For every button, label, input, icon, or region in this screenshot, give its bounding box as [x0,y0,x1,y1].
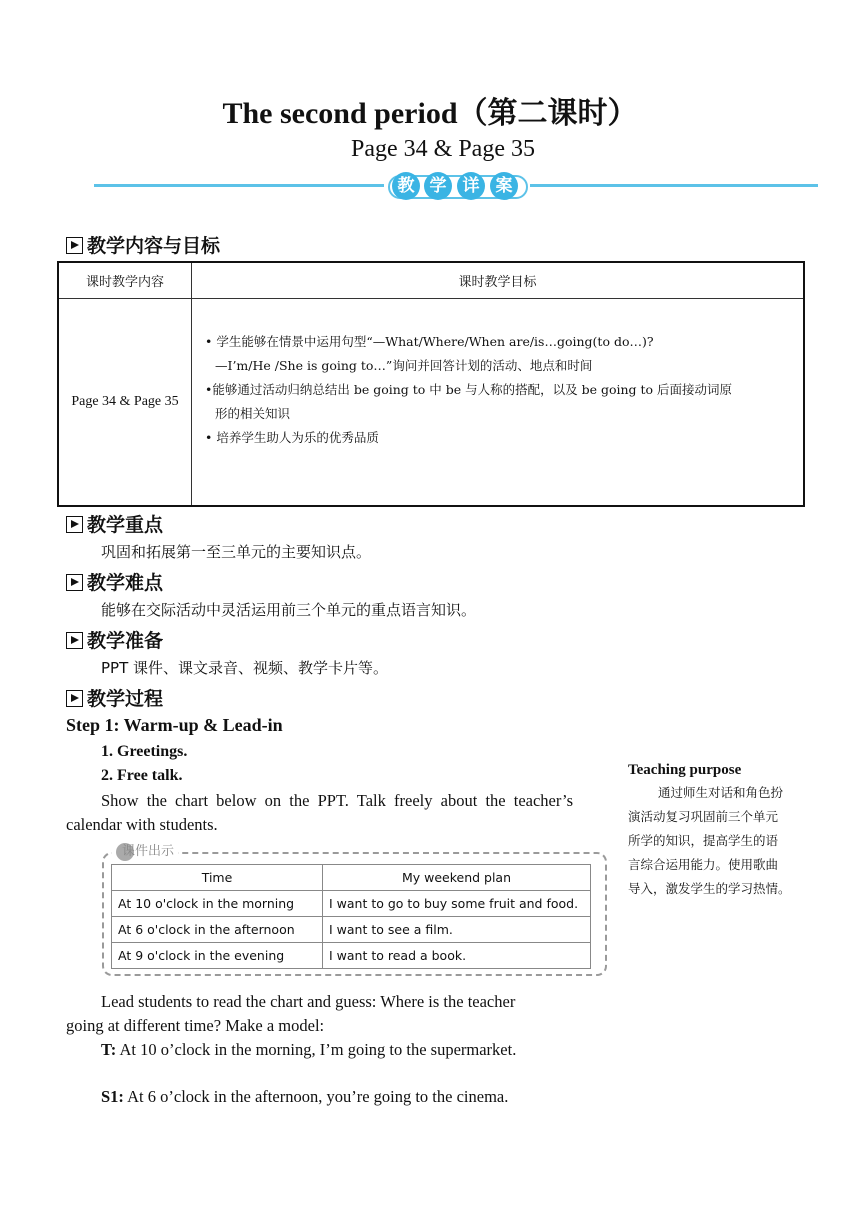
side-note-line: 言综合运用能力。使用歌曲 [628,857,779,872]
dialog-line [101,1040,516,1060]
table-cell: At 6 o'clock in the afternoon [112,917,323,943]
preparation-text: PPT 课件、课文录音、视频、教学卡片等。 [101,659,389,677]
table-cell: At 10 o'clock in the morning [112,891,323,917]
goal-line: 形的相关知识 [215,406,291,421]
table-cell: I want to go to buy some fruit and food. [323,891,591,917]
table-header: Time [112,865,323,891]
teaching-purpose-note [628,762,818,901]
step1-para1-line2: calendar with students. [66,815,218,834]
step1-para2-line1: Lead students to read the chart and guess: Where is the teacher [101,992,516,1011]
play-triangle-icon [66,516,83,533]
step1-para1-line1: Show the chart below on the PPT. Talk freely about the teacher’s [101,791,573,810]
section-heading-difficulties: 教学难点 [66,568,163,595]
weekend-plan-table [111,864,591,969]
play-triangle-icon [66,237,83,254]
dialog-text: At 10 o’clock in the morning, I’m going to the supermarket. [116,1040,517,1059]
play-triangle-icon [66,574,83,591]
dialog-text: At 6 o’clock in the afternoon, you’re going to the cinema. [123,1087,509,1106]
play-triangle-icon [66,632,83,649]
goal-line: •能够通过活动归纳总结出 be going to 中 be 与人称的搭配，以及 be going to 后面接动词原 [205,382,733,397]
section-heading-content-goals: 教学内容与目标 [66,231,220,258]
section-banner [94,172,818,202]
table-row [112,917,591,943]
side-note-line: 演活动复习巩固前三个单元 [628,809,779,824]
page-subtitle: Page 34 & Page 35 [351,136,535,162]
dialog-speaker: S1: [101,1087,124,1106]
goals-col1-header: 课时教学内容 [58,262,192,299]
step1-para2-line2: going at different time? Make a model: [66,1016,325,1035]
goals-col2-header: 课时教学目标 [192,262,805,299]
section-heading-key-points: 教学重点 [66,510,163,537]
step1-item2: 2. Free talk. [101,767,183,784]
table-row [112,943,591,969]
goal-line: • 学生能够在情景中运用句型“—What/Where/When are/is…going(to do…)? [205,334,654,349]
courseware-label: 课件出示 [112,840,178,861]
goal-line: —I’m/He /She is going to…”询问并回答计划的活动、地点和时间 [215,358,593,373]
table-row [112,891,591,917]
play-triangle-icon [66,690,83,707]
dialog-line [101,1087,508,1107]
banner-char: 详 [457,172,485,200]
step1-heading: Step 1: Warm-up & Lead-in [66,715,283,735]
table-cell: I want to see a film. [323,917,591,943]
courseware-box [102,846,607,978]
goal-line: • 培养学生助人为乐的优秀品质 [205,430,379,445]
side-note-title: Teaching purpose [628,762,742,778]
page-title: The second period（第二课时） [222,97,638,130]
goals-table [57,261,805,507]
side-note-line: 导入，激发学生的学习热情。 [628,881,791,896]
table-cell: I want to read a book. [323,943,591,969]
key-points-text: 巩固和拓展第一至三单元的主要知识点。 [101,543,372,561]
side-note-line: 所学的知识，提高学生的语 [628,833,779,848]
difficulties-text: 能够在交际活动中灵活运用前三个单元的重点语言知识。 [101,601,477,619]
goals-content-cell: Page 34 & Page 35 [58,299,192,507]
section-heading-process: 教学过程 [66,684,163,711]
step1-item1: 1. Greetings. [101,743,188,760]
table-header: My weekend plan [323,865,591,891]
table-cell: At 9 o'clock in the evening [112,943,323,969]
side-note-line: 通过师生对话和角色扮 [658,785,784,800]
banner-char: 学 [424,172,452,200]
banner-char: 案 [490,172,518,200]
goals-list-cell [192,299,805,507]
section-heading-preparation: 教学准备 [66,626,163,653]
dialog-speaker: T: [101,1040,117,1059]
banner-char: 教 [392,172,420,200]
